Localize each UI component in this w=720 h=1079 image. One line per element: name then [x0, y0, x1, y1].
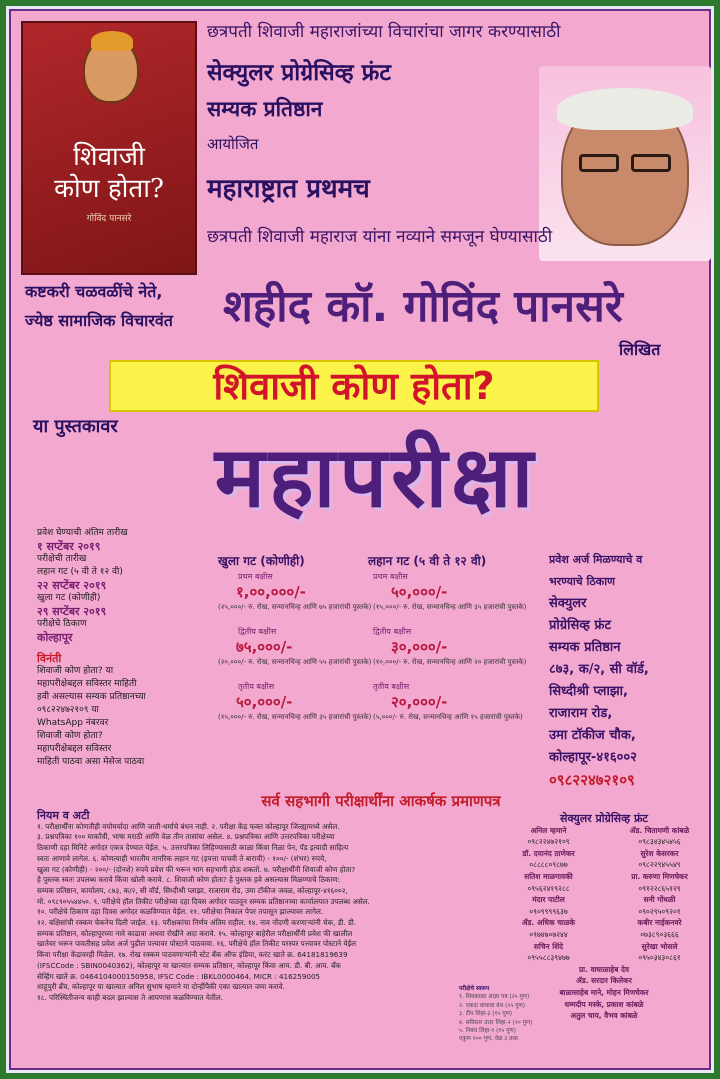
contact-row [493, 848, 715, 860]
poster-frame [6, 6, 714, 1073]
contact-row [493, 917, 715, 929]
contact-cell: सतिश माळगावकी [524, 871, 573, 881]
prize-table [218, 552, 540, 722]
contact-row [493, 952, 715, 964]
rule-line: किंवा परीक्षा केंद्रावरही मिळेल. १७. रोख रक्कम पाठवणाऱ्यांनी स्टेट बँक ऑफ इंडिया, करंट खाते क्र. 64181819639 [37, 950, 348, 960]
contact-cell: ०९८३४३४५४५६ [638, 837, 681, 847]
contact-row [493, 883, 715, 895]
rule-line: मो. ०९८९०५५४४५०. ९. परीक्षेचे हॉल तिकीट परीक्षेच्या दहा दिवस अगोदर पाठवून सम्यक प्रतिष्ठानच्या कार्यालयात उपलब्ध असेल. [37, 896, 370, 906]
contact-row [493, 894, 715, 906]
hair-shape [557, 88, 693, 130]
exam-title: महापरीक्षा [214, 428, 538, 526]
format-item: ३. टीप लिहा-३ (१५ गुण) [459, 1011, 513, 1018]
format-item: ४. सविस्तर उत्तर लिहा-२ (२० गुण) [459, 1019, 533, 1026]
leader-name: शहीद कॉ. गोविंद पानसरे [223, 281, 623, 332]
contact-row [493, 929, 715, 941]
rule-line: (IFSCCode : SBIN0040362), कोल्हापूर या खात्यात सम्यक प्रतिष्ठान, कोल्हापूर किंवा आय. डी. बी. आय. बँक [37, 960, 341, 970]
amount-row-1: १,००,०००/- ५०,०००/- [236, 583, 448, 601]
left-info: प्रवेश घेण्याची अंतिम तारीख १ सप्टेंबर २०१९ परीक्षेची तारीख लहान गट (५ वी ते १२ वी) २२ सप्टेंबर २०१९ खुला गट (कोणीही) २९ सप्टेंबर २०१९ परीक्षेचे ठिकाण कोल्हापूर विनंती शिवाजी कोण होता? या महापरीक्षेबद्दल सविस्तर माहिती हवी असल्यास सम्यक प्रतिष्ठानच्या ०९८२२४७२१०९ या WhatsApp नंबरवर शिवाजी कोण होता? महापरीक्षेबद्दल सविस्तर माहिती पाठवा असा मेसेज पाठवा [37, 528, 146, 767]
format-list [459, 993, 577, 1043]
rule-line: सेव्हिंग खाते क्र. 0464104000150958, IFSC Code : IBKL0000464, MICR : 416259005 [37, 971, 321, 981]
shivaji-portrait-icon [83, 37, 139, 103]
rule-line: १०. परीक्षेचे ठिकाण दहा दिवस अगोदर कळविण्यात येईल. ११. परीक्षेचा निकाल पेपर तपासून झाल्यावर लागेल. [37, 907, 324, 917]
rule-line: हे पुस्तक स्वतः उपलब्ध करावे किंवा खोली करावे. ८. शिवाजी कोण होता? हे पुस्तक हवे असल्यास मिळण्याचे ठिकाण: [37, 875, 340, 885]
format-item: २. एकदा वाचावा ग्रंथ (२५ गुण) [459, 1002, 525, 1009]
amount-row-3: ५०,०००/- २०,०००/- [236, 693, 448, 711]
rule-line: खातेवर भरून पावतीसह प्रवेश अर्ज पुढील पत्त्यावर पोस्टाने पाठवावा. १६. परीक्षेचे हॉल तिकीट परस्पर पत्त्यावर पोस्टाने येईल [37, 939, 357, 949]
poster-inner [9, 9, 711, 1070]
org-name-1: सेक्युलर प्रोग्रेसिव्ह फ्रंट [207, 60, 391, 86]
contact-row [493, 941, 715, 953]
contact-row [493, 825, 715, 837]
contact-cell: सुरेश केसरकर [640, 848, 679, 858]
book-author: गोविंद पानसरे [86, 214, 132, 224]
contact-cell: ०९८२२४७२१०९ [527, 837, 570, 847]
detail-row-3: (१५,०००/- रु. रोख, सन्मानचिन्ह आणि ३५ हजारांची पुस्तके) (५,०००/- रु. रोख, सन्मानचिन्ह आणि १५ हजारांची पुस्तके) [218, 713, 523, 721]
rank-row-2: द्वितीय बक्षीस द्वितीय बक्षीस [238, 627, 412, 636]
contact-cell: ॲड. अधिक चाळके [521, 918, 576, 928]
rules-list [37, 822, 493, 1004]
format-item: १. शिवकाळा आज्ञा पत्र (२५ गुण) [459, 994, 530, 1001]
contact-cell: अतुल चाय, वैभव कांबळे [570, 1011, 638, 1021]
org-name-2: सम्यक प्रतिष्ठान [207, 97, 323, 121]
detail-row-2: (२०,०००/- रु. रोख, सन्मानचिन्ह आणि ५५ हजारांची पुस्तके) (१०,०००/- रु. रोख, सन्मानचिन्ह आणि २० हजारांची पुस्तके) [218, 658, 527, 666]
rule-line: ३. प्रश्नपत्रिका १०० मार्कांची, भाषा मराठी आणि वेळ तीन तासांचा असेल. ४. प्रश्नपत्रिका आणि उत्तरपत्रिका परीक्षेच्या [37, 832, 335, 842]
contact-row [493, 906, 715, 918]
contact-cell: कबीर नाईकनवरे [637, 918, 682, 928]
rule-line: सम्यक प्रतिष्ठान, कोल्हापूरच्या नावे काढावा अथवा रोखीने अदा करावे. १५. कोल्हापूर बाहेरील परीक्षार्थींनी प्रवेश फी खालील [37, 928, 353, 938]
detail-row-1: (२५,०००/- रु. रोख, सन्मानचिन्ह आणि ७५ हजारांची पुस्तके) (१५,०००/- रु. रोख, सन्मानचिन्ह आणि ३५ हजारांची पुस्तके) [218, 603, 527, 611]
rule-line: १८. परिस्थितीजन्य काही बदल झाल्यास ते आपणास कळविण्यात येतील. [37, 992, 224, 1002]
right-address: प्रवेश अर्ज मिळण्याचे व भरण्याचे ठिकाण सेक्युलर प्रोग्रेसिव्ह फ्रंट सम्यक प्रतिष्ठान ८७३, क/२, सी वॉर्ड, सिध्दीश्री प्लाझा, राजाराम रोड, उमा टॉकीज चौक, कोल्हापूर-४१६००२ ०९८२२४७२१०९ [549, 553, 649, 789]
book-title: शिवाजी कोण होता? [54, 142, 164, 204]
rank-row-3: तृतीय बक्षीस तृतीय बक्षीस [238, 682, 410, 691]
book-title-banner: शिवाजी कोण होता? [109, 360, 599, 412]
rule-line: शाहूपुरी ब्रँच, कोल्हापूर या खात्यात अनिल सुभाष म्हमाने या दोन्हींपैकी एका खात्यात जमा करावे. [37, 982, 285, 992]
contact-row [493, 871, 715, 883]
leader-desc-1: कष्टकरी चळवळींचे नेते, [25, 282, 163, 301]
rule-line: स्वतः आणावे लागेल. ६. कोणत्याही भारतीय नागरिक लहान गट (इयत्ता पाचवी ते बारावी) - १००/- (शंभर) रुपये, [37, 853, 327, 863]
contacts-section: सेक्युलर प्रोग्रेसिव्ह फ्रंट अनिल म्हमाने ॲड. चितामणी कांबळे ०९८२२४७२१०९ ०९८३४३४५४५६ डॉ. दयानंद ठाणेकर सुरेश केसरकर ०८८८८०९८७७ ०९८२२९४५५४९ सतिश माळगावकी प्रा. करुणा मिणचेकर ०९५६२४१९२८८ ०९१२२८६५१२९ मंदार पाटील सनी गोंधळी ०९०९९९९६३७ ०९०२९५०९२०१ ॲड. अधिक चाळके कबीर नाईकनवरे ०९७४७०७२४४ ०७३८९०३६६६ सचिन शिंदे सुरेखा भोसले ०९५५८८३९४७७ ०९५०३४३०८६१ प्रा. वाघाळाहेब देव ॲड. सरदार किलेकर बाळासाहेब माने, मोहन मिणचेकर धम्मदीप मस्के, प्रकाश कांबळे अतुल चाय, वैभव कांबळे [493, 813, 715, 1022]
prize-group-headers: खुला गट (कोणीही) लहान गट (५ वी ते १२ वी) [218, 554, 487, 568]
rules-section: नियम व अटी १. परीक्षार्थींना कोणतीही वयोमर्यादा आणि जाती-धर्माचे बंधन नाही. २. परीक्षा केंद्र फक्त कोल्हापूर जिल्ह्यामध्ये असेल. ३. प्रश्नपत्रिका १०० मार्कांची, भाषा मराठी आणि वेळ तीन तासांचा असेल. ४. प्रश्नपत्रिका आणि उत्तरपत्रिका परीक्षेच्या ठिकाणी दहा मिनिटे अगोदर एकत्र देण्यात येईल. ५. उत्तरपत्रिका लिहिण्यासाठी काळा किंवा निळा पेन, पॅड इत्यादी साहित्य स्वतः आणावे लागेल. ६. कोणत्याही भारतीय नागरिक लहान गट (इयत्ता पाचवी ते बारावी) - १००/- (शंभर) रुपये, खुला गट (कोणीही) - २००/- (दोनशे) रुपये प्रवेश फी भरून भाग सहभागी होऊ शकतो. ७. परीक्षार्थींनी शिवाजी कोण होता? हे पुस्तक स्वतः उपलब्ध करावे किंवा खोली करावे. ८. शिवाजी कोण होता? हे पुस्तक हवे असल्यास मिळण्याचे ठिकाण: सम्यक प्रतिष्ठान, कार्यालय, ८७३, क/२, सी वॉर्ड, सिध्दीश्री प्लाझा, राजाराम रोड, उमा टॉकीज जवळ, कोल्हापूर-४१६००२, मो. ०९८९०५५४४५०. ९. परीक्षेचे हॉल तिकीट परीक्षेच्या दहा दिवस अगोदर पाठवून सम्यक प्रतिष्ठानच्या कार्यालयात उपलब्ध असेल. १०. परीक्षेचे ठिकाण दहा दिवस अगोदर कळविण्यात येईल. ११. परीक्षेचा निकाल पेपर तपासून झाल्यावर लागेल. १२. बक्षिसांची रक्कम चेकनेच दिली जाईल. १३. परीक्षकांचा निर्णय अंतिम राहील. १४. नाव नोंदणी करणाऱ्यांनी चेक, डी. डी. सम्यक प्रतिष्ठान, कोल्हापूरच्या नावे काढावा अथवा रोखीने अदा करावे. १५. कोल्हापूर बाहेरील परीक्षार्थींनी प्रवेश फी खालील खातेवर भरून पावतीसह प्रवेश अर्ज पुढील पत्त्यावर पोस्टाने पाठवावा. १६. परीक्षेचे हॉल तिकीट परस्पर पत्त्यावर पोस्टाने येईल किंवा परीक्षा केंद्रावरही मिळेल. १७. रोख रक्कम पाठवणाऱ्यांनी स्टेट बँक ऑफ इंडिया, करंट खाते क्र. 64181819639 (IFSCCode : SBIN0040362), कोल्हापूर या खात्यात सम्यक प्रतिष्ठान, कोल्हापूर किंवा आय. डी. बी. आय. बँक सेव्हिंग खाते क्र. 0464104000150958, IFSC Code : IBKL0000464, MICR : 416259005 शाहूपुरी ब्रँच, कोल्हापूर या खात्यात अनिल सुभाष म्हमाने या दोन्हींपैकी एका खात्यात जमा करावे. १८. परिस्थितीजन्य काही बदल झाल्यास ते आपणास कळविण्यात येतील. [37, 811, 493, 1004]
contact-cell: ०९१२२८६५१२९ [638, 883, 681, 893]
contact-cell: ०९८२२९४५५४९ [638, 860, 681, 870]
contact-cell: ॲड. चितामणी कांबळे [629, 825, 690, 835]
contact-row [493, 859, 715, 871]
contact-cell: सचिन शिंदे [533, 941, 564, 951]
contact-cell: मंदार पाटील [532, 895, 565, 905]
amount-row-2: ७५,०००/- ३०,०००/- [236, 638, 448, 656]
rule-line: १२. बक्षिसांची रक्कम चेकनेच दिली जाईल. १३. परीक्षकांचा निर्णय अंतिम राहील. १४. नाव नोंदणी करणाऱ्यांनी चेक, डी. डी. [37, 918, 356, 928]
contact-cell: ०९५५८८३९४७७ [527, 953, 570, 963]
exam-format: परीक्षेचे स्वरूप १. शिवकाळा आज्ञा पत्र (२५ गुण) २. एकदा वाचावा ग्रंथ (२५ गुण) ३. टीप लिहा-३ (१५ गुण) ४. सविस्तर उत्तर लिहा-२ (२० गुण) ५. निबंध लिहा-१ (१५ गुण) एकूण १०० गुण, वेळ ३ तास [459, 985, 577, 1044]
format-item: एकूण १०० गुण, वेळ ३ तास [459, 1036, 518, 1043]
contact-cell: डॉ. दयानंद ठाणेकर [522, 848, 575, 858]
contact-cell: बाळासाहेब माने, मोहन मिणचेकर [559, 987, 649, 997]
rule-line: १. परीक्षार्थींना कोणतीही वयोमर्यादा आणि जाती-धर्माचे बंधन नाही. २. परीक्षा केंद्र फक्त कोल्हापूर जिल्ह्यामध्ये असेल. [37, 821, 340, 831]
contact-cell: ०७३८९०३६६६ [640, 929, 679, 939]
contact-cell: ०८८८८०९८७७ [529, 860, 568, 870]
format-item: ५. निबंध लिहा-१ (१५ गुण) [459, 1028, 516, 1035]
contact-cell: ०९०२९५०९२०१ [638, 906, 681, 916]
first-time-label: महाराष्ट्रात प्रथमच [207, 174, 370, 204]
contact-cell: ०९५०३४३०८६१ [638, 953, 681, 963]
organized-label: आयोजित [207, 135, 259, 153]
contact-cell: सुरेखा भोसले [641, 941, 678, 951]
contact-cell: ०९७४७०७२४४ [529, 929, 568, 939]
glasses-icon [579, 154, 619, 172]
rule-line: सम्यक प्रतिष्ठान, कार्यालय, ८७३, क/२, सी वॉर्ड, सिध्दीश्री प्लाझा, राजाराम रोड, उमा टॉकीज जवळ, कोल्हापूर-४१६००२, [37, 885, 348, 895]
contact-row [493, 964, 715, 976]
certificate-banner: सर्व सहभागी परीक्षार्थींना आकर्षक प्रमाणपत्र [261, 792, 501, 810]
on-book-label: या पुस्तकावर [33, 416, 118, 437]
author-photo [539, 66, 711, 261]
contact-cell: ०९५६२४१९२८८ [527, 883, 570, 893]
contact-cell: ०९०९९९९६३७ [529, 906, 568, 916]
contact-cell: प्रा. वाघाळाहेब देव [578, 964, 630, 974]
rule-line: खुला गट (कोणीही) - २००/- (दोनशे) रुपये प्रवेश फी भरून भाग सहभागी होऊ शकतो. ७. परीक्षार्थींनी शिवाजी कोण होता? [37, 864, 356, 874]
leader-desc-2: ज्येष्ठ सामाजिक विचारवंत [25, 311, 173, 330]
contact-cell: सनी गोंधळी [643, 895, 676, 905]
header-line1: छत्रपती शिवाजी महाराजांच्या विचारांचा जागर करण्यासाठी [207, 22, 561, 42]
written-label: लिखित [619, 340, 661, 359]
glasses-icon [631, 154, 671, 172]
contact-cell: धम्मदीप मस्के, प्रकाश कांबळे [564, 999, 644, 1009]
header-line2: छत्रपती शिवाजी महाराज यांना नव्याने समजून घेण्यासाठी [207, 227, 553, 247]
contact-cell: प्रा. करुणा मिणचेकर [631, 871, 688, 881]
rule-line: ठिकाणी दहा मिनिटे अगोदर एकत्र देण्यात येईल. ५. उत्तरपत्रिका लिहिण्यासाठी काळा किंवा निळा पेन, पॅड इत्यादी साहित्य [37, 843, 349, 853]
contact-row [493, 836, 715, 848]
rank-row-1: प्रथम बक्षीस प्रथम बक्षीस [238, 572, 408, 581]
book-cover [21, 21, 197, 275]
contact-cell: ॲड. सरदार किलेकर [576, 976, 632, 986]
contact-cell: अनिल म्हमाने [530, 825, 567, 835]
